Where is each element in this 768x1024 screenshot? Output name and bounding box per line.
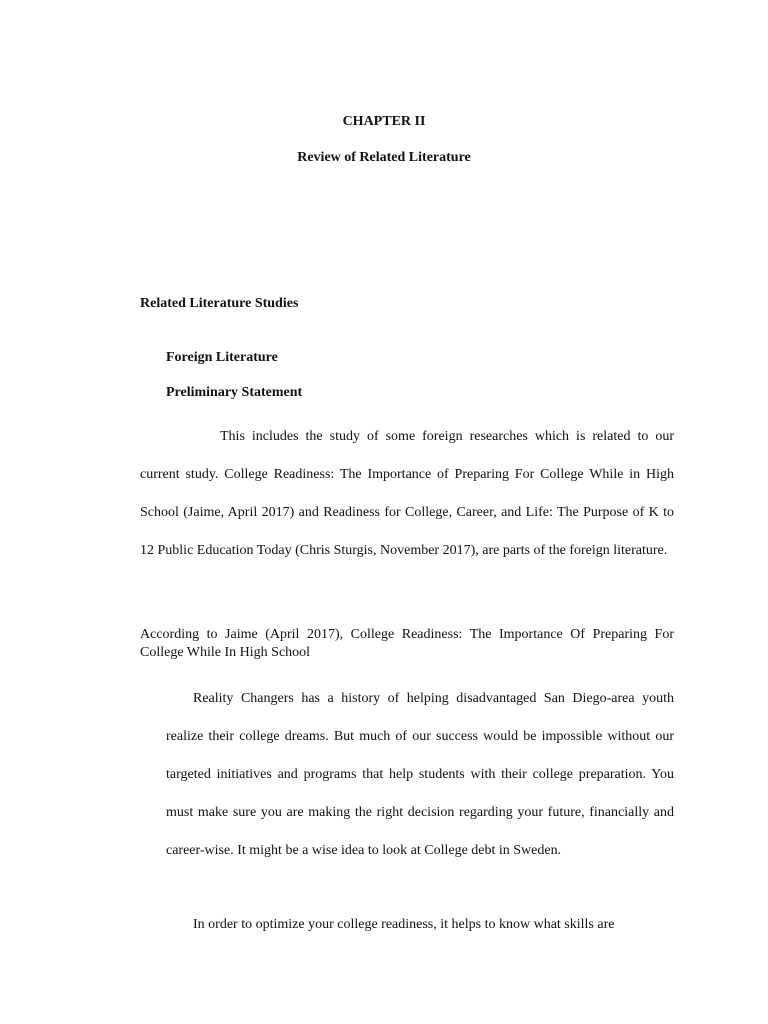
paragraph-source: According to Jaime (April 2017), College Readiness: The Importance Of Preparing For College While In High School xyxy=(140,627,674,660)
subheading-preliminary-statement: Preliminary Statement xyxy=(166,385,303,400)
paragraph-reality-changers: Reality Changers has a history of helping disadvantaged San Diego-area youth realize their college dreams. But much of our success would be impossible without our targeted initiatives and programs that help students with their college preparation. You must make sure you are making the right decision regarding your future, financially and career-wise. It might be a wise idea to look at College debt in Sweden. xyxy=(166,691,674,858)
section-heading: Related Literature Studies xyxy=(140,296,299,311)
paragraph-intro: This includes the study of some foreign researches which is related to our current study. College Readiness: The Importance of Preparing For College While in High School (Jaime, April 2017) and Readiness for College, Career, and Life: The Purpose of K to 12 Public Education Today (Chris Sturgis, November 2017), are parts of the foreign literature. xyxy=(140,429,674,558)
chapter-number: CHAPTER II xyxy=(342,114,426,129)
chapter-title: Review of Related Literature xyxy=(297,150,471,165)
subheading-foreign-literature: Foreign Literature xyxy=(166,350,278,365)
paragraph-optimize: In order to optimize your college readiness, it helps to know what skills are xyxy=(193,917,615,932)
